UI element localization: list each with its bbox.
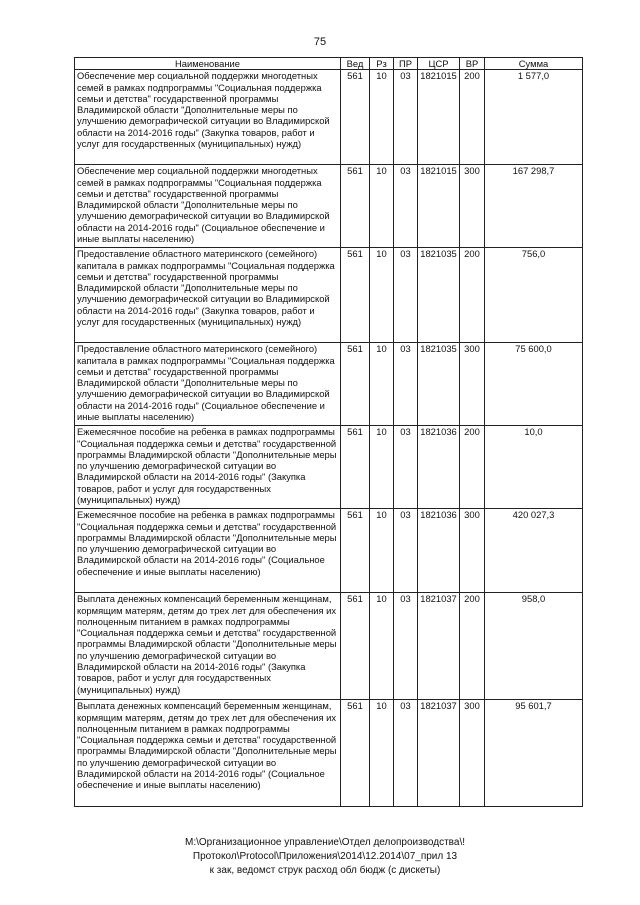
row-pr: 03 xyxy=(394,426,418,509)
row-name: Предоставление областного материнского (семейного) капитала в рамках подпрограммы "Социальная поддержка семьи и детства" государственной программы Владимирской области "Дополнительные меры по улучшению демографической ситуации во Владимирской области на 2014-2016 годы" (Закупка товаров, работ и услуг для государственных (муниципальных) нужд) xyxy=(75,248,341,343)
row-pr: 03 xyxy=(394,165,418,248)
row-csr: 1821037 xyxy=(418,700,460,807)
row-ved: 561 xyxy=(341,248,370,343)
row-pr: 03 xyxy=(394,593,418,700)
row-pr: 03 xyxy=(394,70,418,165)
row-sum: 75 600,0 xyxy=(485,343,583,426)
footer-line-2: к зак, ведомст струк расход обл бюдж (с дискеты) xyxy=(209,865,441,876)
column-header-sum: Сумма xyxy=(485,58,583,70)
column-header-pr: ПР xyxy=(394,58,418,70)
row-csr: 1821015 xyxy=(418,165,460,248)
row-sum: 10,0 xyxy=(485,426,583,509)
row-vr: 200 xyxy=(460,426,485,509)
row-sum: 756,0 xyxy=(485,248,583,343)
table-row xyxy=(75,248,583,343)
row-pr: 03 xyxy=(394,343,418,426)
row-vr: 200 xyxy=(460,70,485,165)
column-header-rz: Рз xyxy=(370,58,394,70)
row-ved: 561 xyxy=(341,509,370,593)
budget-table xyxy=(74,57,583,807)
row-name: Предоставление областного материнского (семейного) капитала в рамках подпрограммы "Социальная поддержка семьи и детства" государственной программы Владимирской области "Дополнительные меры по улучшению демографической ситуации во Владимирской области на 2014-2016 годы" (Социальное обеспечение и иные выплаты населению) xyxy=(75,343,341,426)
row-vr: 300 xyxy=(460,343,485,426)
row-sum: 167 298,7 xyxy=(485,165,583,248)
table-row xyxy=(75,700,583,807)
row-csr: 1821035 xyxy=(418,343,460,426)
row-name: Обеспечение мер социальной поддержки многодетных семей в рамках подпрограммы "Социальная поддержка семьи и детства" государственной программы Владимирской области "Дополнительные меры по улучшению демографической ситуации во Владимирской области на 2014-2016 годы" (Социальное обеспечение и иные выплаты населению) xyxy=(75,165,341,248)
row-ved: 561 xyxy=(341,593,370,700)
row-csr: 1821036 xyxy=(418,426,460,509)
row-pr: 03 xyxy=(394,700,418,807)
table-row xyxy=(75,426,583,509)
row-rz: 10 xyxy=(370,509,394,593)
column-header-csr: ЦСР xyxy=(418,58,460,70)
row-name: Обеспечение мер социальной поддержки многодетных семей в рамках подпрограммы "Социальная поддержка семьи и детства" государственной программы Владимирской области "Дополнительные меры по улучшению демографической ситуации во Владимирской области на 2014-2016 годы" (Закупка товаров, работ и услуг для государственных (муниципальных) нужд) xyxy=(75,70,341,165)
footer-line-1: M:\Организационное управление\Отдел делопроизводства\!Протокол\Protocol\Приложения\2014\12.2014\07_прил 13 xyxy=(184,837,466,862)
file-path-footer xyxy=(60,836,590,878)
row-name: Ежемесячное пособие на ребенка в рамках подпрограммы "Социальная поддержка семьи и детства" государственной программы Владимирской области "Дополнительные меры по улучшению демографической ситуации во Владимирской области на 2014-2016 годы" (Закупка товаров, работ и услуг для государственных (муниципальных) нужд) xyxy=(75,426,341,509)
row-csr: 1821036 xyxy=(418,509,460,593)
row-name: Выплата денежных компенсаций беременным женщинам, кормящим матерям, детям до трех лет для обеспечения их полноценным питанием в рамках подпрограммы "Социальная поддержка семьи и детства" государственной программы Владимирской области "Дополнительные меры по улучшению демографической ситуации во Владимирской области на 2014-2016 годы" (Социальное обеспечение и иные выплаты населению) xyxy=(75,700,341,807)
row-ved: 561 xyxy=(341,70,370,165)
row-sum: 958,0 xyxy=(485,593,583,700)
row-sum: 1 577,0 xyxy=(485,70,583,165)
column-header-ved: Вед xyxy=(341,58,370,70)
row-ved: 561 xyxy=(341,426,370,509)
row-ved: 561 xyxy=(341,343,370,426)
row-rz: 10 xyxy=(370,343,394,426)
table-row xyxy=(75,165,583,248)
row-vr: 200 xyxy=(460,248,485,343)
table-row xyxy=(75,509,583,593)
row-csr: 1821037 xyxy=(418,593,460,700)
row-sum: 420 027,3 xyxy=(485,509,583,593)
row-vr: 300 xyxy=(460,509,485,593)
column-header-vr: ВР xyxy=(460,58,485,70)
row-name: Выплата денежных компенсаций беременным женщинам, кормящим матерям, детям до трех лет для обеспечения их полноценным питанием в рамках подпрограммы "Социальная поддержка семьи и детства" государственной программы Владимирской области "Дополнительные меры по улучшению демографической ситуации во Владимирской области на 2014-2016 годы" (Закупка товаров, работ и услуг для государственных (муниципальных) нужд) xyxy=(75,593,341,700)
row-pr: 03 xyxy=(394,248,418,343)
row-rz: 10 xyxy=(370,248,394,343)
row-rz: 10 xyxy=(370,426,394,509)
row-rz: 10 xyxy=(370,70,394,165)
row-pr: 03 xyxy=(394,509,418,593)
row-vr: 300 xyxy=(460,700,485,807)
row-name: Ежемесячное пособие на ребенка в рамках подпрограммы "Социальная поддержка семьи и детства" государственной программы Владимирской области "Дополнительные меры по улучшению демографической ситуации во Владимирской области на 2014-2016 годы" (Социальное обеспечение и иные выплаты населению) xyxy=(75,509,341,593)
row-rz: 10 xyxy=(370,700,394,807)
row-ved: 561 xyxy=(341,165,370,248)
row-sum: 95 601,7 xyxy=(485,700,583,807)
row-rz: 10 xyxy=(370,593,394,700)
page-number: 75 xyxy=(313,36,327,48)
header-row xyxy=(75,58,583,70)
table-row xyxy=(75,343,583,426)
row-csr: 1821015 xyxy=(418,70,460,165)
row-rz: 10 xyxy=(370,165,394,248)
row-csr: 1821035 xyxy=(418,248,460,343)
row-vr: 300 xyxy=(460,165,485,248)
table-row xyxy=(75,70,583,165)
table-row xyxy=(75,593,583,700)
row-ved: 561 xyxy=(341,700,370,807)
column-header-name: Наименование xyxy=(75,58,341,70)
row-vr: 200 xyxy=(460,593,485,700)
